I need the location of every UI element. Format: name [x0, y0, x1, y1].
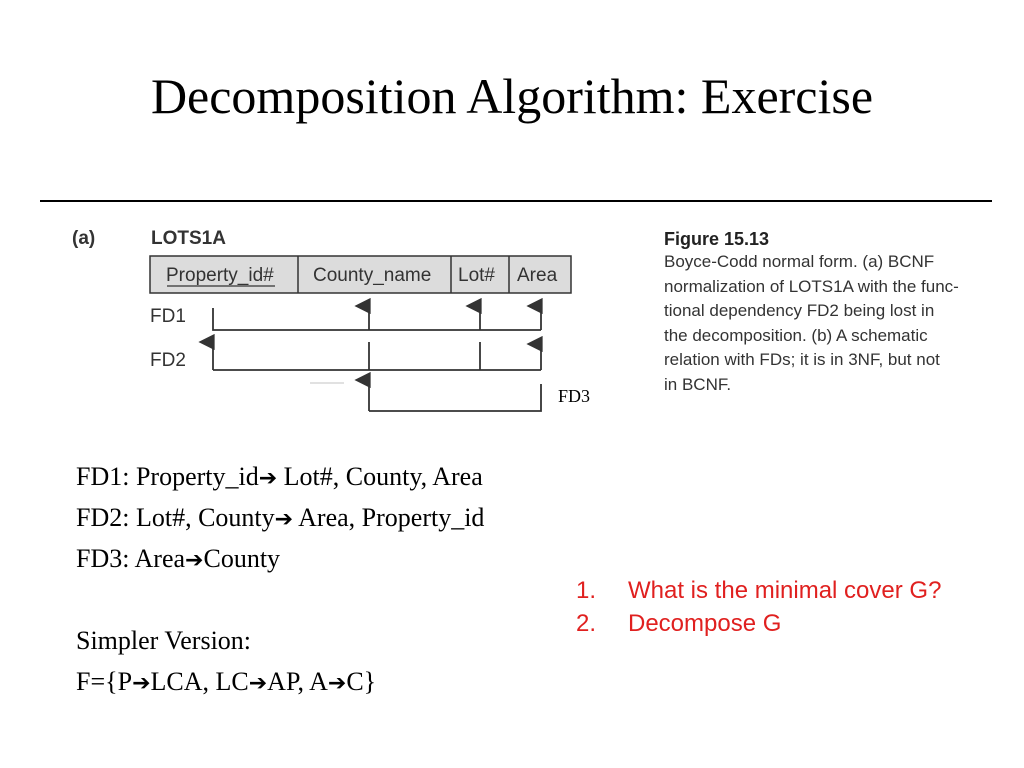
fd3-rhs: County: [203, 544, 281, 573]
figure-caption-line: normalization of LOTS1A with the func-: [664, 276, 959, 296]
relation-table: [150, 256, 571, 293]
simpler-f-line: [76, 661, 484, 702]
right-arrow-icon: ➔: [327, 671, 347, 696]
relation-name: LOTS1A: [151, 228, 226, 249]
figure-caption-line: in BCNF.: [664, 374, 732, 394]
fd2-line: [76, 497, 484, 538]
f-part-3: AP, A: [267, 667, 328, 696]
question-list: [576, 574, 1024, 640]
figure-caption-line: tional dependency FD2 being lost in: [664, 301, 935, 320]
fd3-line: [76, 538, 484, 579]
question-item: [576, 607, 1024, 640]
fd2-label: FD2: [150, 350, 186, 371]
figure-caption-title: Figure 15.13: [664, 229, 770, 249]
question-number: 2.: [576, 610, 597, 637]
fd1-lhs: FD1: Property_id: [76, 462, 259, 491]
fd1-rhs: Lot#, County, Area: [277, 462, 483, 491]
right-arrow-icon: ➔: [185, 548, 204, 573]
fd3-arrows: [310, 380, 541, 411]
f-part-4: C}: [346, 667, 377, 696]
slide-title: Decomposition Algorithm: Exercise: [150, 68, 874, 124]
fd2-arrows: [213, 342, 541, 370]
figure-part-label: (a): [72, 228, 96, 249]
attribute-county-name: County_name: [313, 265, 432, 286]
fd-list: [76, 456, 484, 702]
figure-caption-line: the decomposition. (b) A schematic: [664, 325, 928, 345]
figure-caption-line: relation with FDs; it is in 3NF, but not: [664, 350, 940, 369]
simpler-heading: Simpler Version:: [76, 626, 252, 655]
blank-line: [76, 579, 484, 620]
fd2-rhs: Area, Property_id: [293, 503, 485, 532]
question-text: What is the minimal cover G?: [628, 577, 942, 604]
fd1-label: FD1: [150, 306, 186, 327]
attribute-area: Area: [517, 265, 558, 286]
fd1-line: [76, 456, 484, 497]
right-arrow-icon: ➔: [274, 507, 294, 532]
f-part-2: LCA, LC: [150, 667, 249, 696]
fd1-arrows: [213, 306, 541, 330]
attribute-property-id: Property_id#: [166, 265, 274, 286]
fd3-lhs: FD3: Area: [76, 544, 186, 573]
right-arrow-icon: ➔: [132, 671, 151, 696]
attribute-lot: Lot#: [458, 265, 495, 286]
figure-caption-line: Boyce-Codd normal form. (a) BCNF: [664, 252, 935, 271]
question-number: 1.: [576, 577, 597, 604]
fd3-label: FD3: [558, 386, 591, 406]
figure-caption: [664, 228, 1004, 397]
f-part-1: F={P: [76, 667, 133, 696]
right-arrow-icon: ➔: [258, 466, 278, 491]
question-item: [576, 574, 1024, 607]
fd2-lhs: FD2: Lot#, County: [76, 503, 275, 532]
question-text: Decompose G: [628, 610, 782, 637]
right-arrow-icon: ➔: [248, 671, 268, 696]
